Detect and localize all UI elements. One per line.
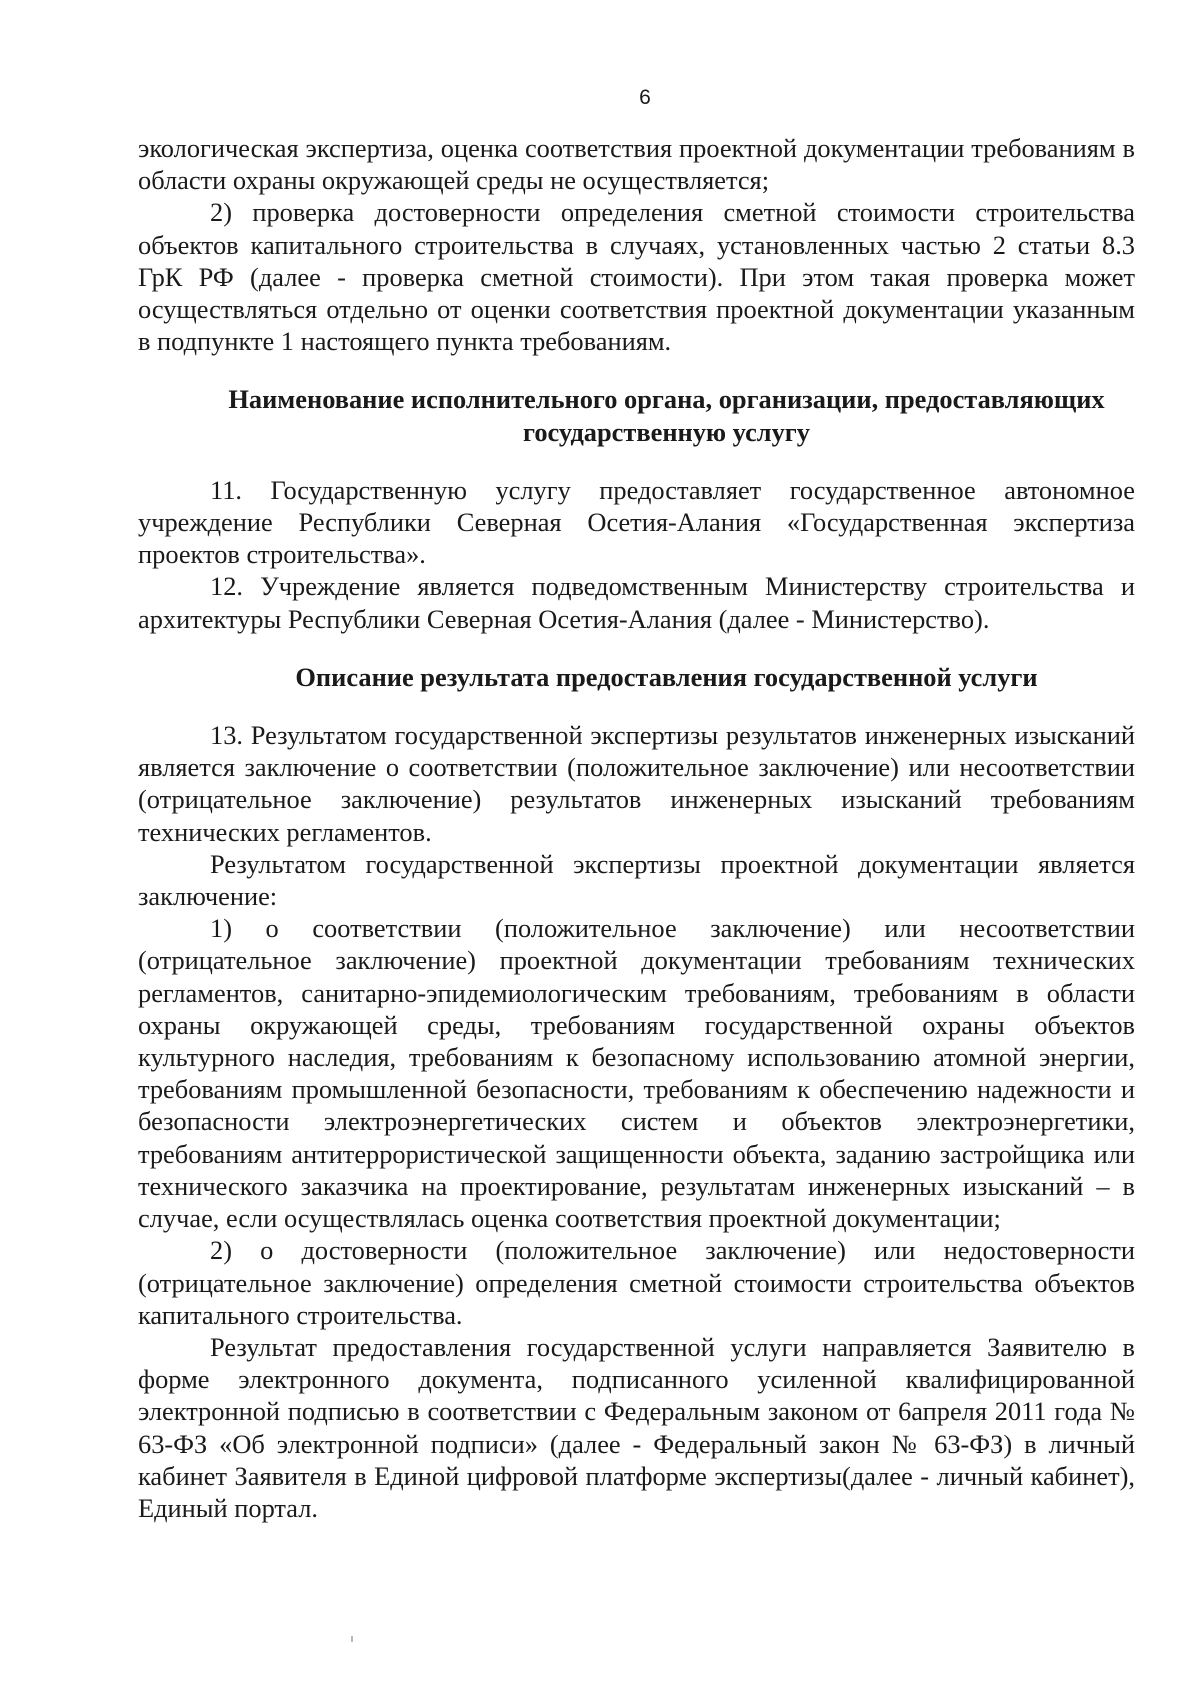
paragraph-11: 11. Государственную услугу предоставляет государственное автономное учреждение Республики Северная Осетия-Алания «Государственная экспертиза проектов строительства». (138, 474, 1135, 570)
paragraph-12: 12. Учреждение является подведомственным Министерству строительства и архитектуры Республики Северная Осетия-Алания (далее - Министерство). (138, 571, 1135, 634)
paragraph-13: 13. Результатом государственной экспертизы результатов инженерных изысканий является заключение о соответствии (положительное заключение) или несоответствии (отрицательное заключение) результатов инженерных изысканий требованиям технических регламентов. (138, 720, 1135, 847)
paragraph-continuation: экологическая экспертиза, оценка соответствия проектной документации требованиям в области охраны окружающей среды не осуществляется; (138, 133, 1135, 196)
paragraph-result-item-2: 2) о достоверности (положительное заключение) или недостоверности (отрицательное заключение) определения сметной стоимости строительства объектов капитального строительства. (138, 1235, 1135, 1330)
paragraph-item-2-cost-check: 2) проверка достоверности определения сметной стоимости строительства объектов капитального строительства в случаях, установленных частью 2 статьи 8.3 ГрК РФ (далее - проверка сметной стоимости). При этом такая проверка может осуществляться отдельно от оценки соответствия проектной документации указанным в подпункте 1 настоящего пункта требованиям. (138, 197, 1135, 357)
page-number: 6 (639, 86, 651, 109)
paragraph-result-delivery: Результат предоставления государственной услуги направляется Заявителю в форме электронного документа, подписанного усиленной квалифицированной электронной подписью в соответствии с Федеральным законом от 6апреля 2011 года № 63-ФЗ «Об электронной подписи» (далее - Федеральный закон № 63-ФЗ) в личный кабинет Заявителя в Единой цифровой платформе экспертизы(далее - личный кабинет), Единый портал. (138, 1331, 1135, 1523)
section-heading-result: Описание результата предоставления государственной услуги (295, 661, 1038, 692)
section-heading-provider: Наименование исполнительного органа, организации, предоставляющих государственную услугу (228, 384, 1105, 447)
document-body (138, 132, 1135, 1524)
paragraph-design-docs-result: Результатом государственной экспертизы проектной документации является заключение: (138, 848, 1135, 912)
scan-speck (351, 1636, 353, 1642)
paragraph-result-item-1: 1) о соответствии (положительное заключение) или несоответствии (отрицательное заключение) проектной документации требованиям технических регламентов, санитарно-эпидемиологическим требованиям, требованиям в области охраны окружающей среды, требованиям государственной охраны объектов культурного наследия, требованиям к безопасному использованию атомной энергии, требованиям промышленной безопасности, требованиям к обеспечению надежности и безопасности электроэнергетических систем и объектов электроэнергетики, требованиям антитеррористической защищенности объекта, заданию застройщика или технического заказчика на проектирование, результатам инженерных изысканий – в случае, если осуществлялась оценка соответствия проектной документации; (138, 913, 1135, 1234)
